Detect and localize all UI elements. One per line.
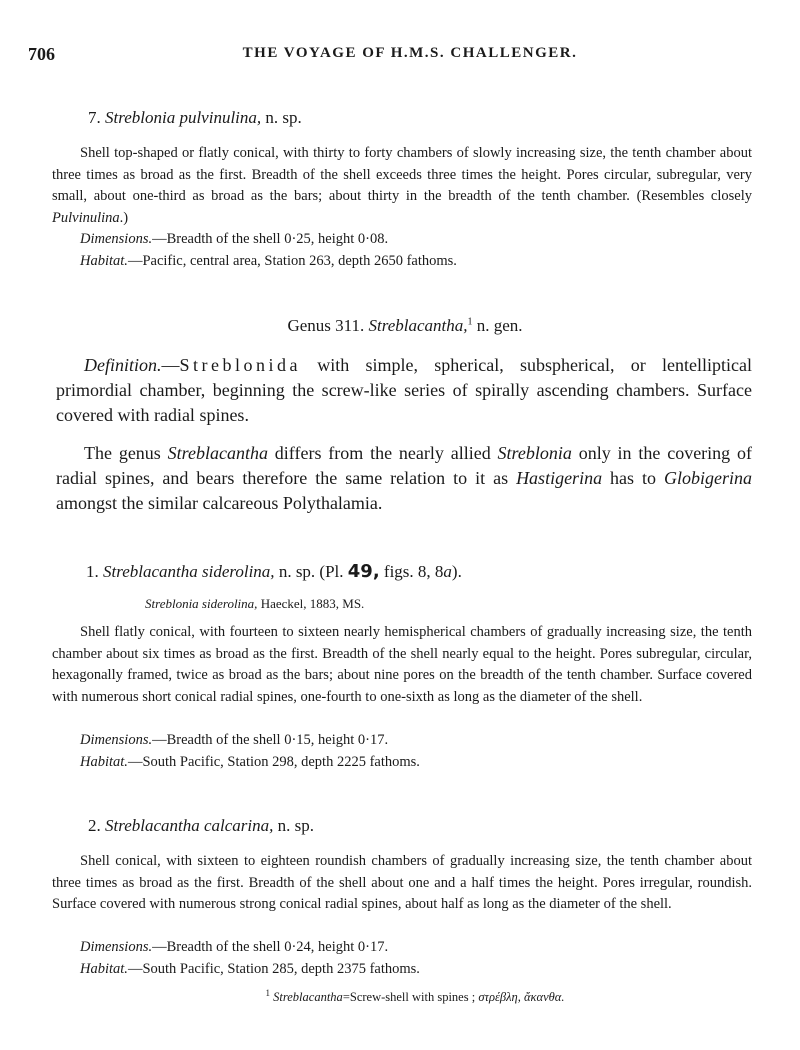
species-name: Streblacantha calcarina,: [105, 816, 274, 835]
dimensions-text: —Breadth of the shell 0·24, height 0·17.: [152, 939, 389, 955]
dimensions-label: Dimensions.: [80, 231, 153, 247]
definition-text: with simple, spherical, subspherical, or lentelliptical primordial chamber, beginning the screw-like series of spirally ascending chambers. Surface covered with radial spines.: [56, 355, 752, 425]
footnote-term: Streblacantha: [273, 990, 343, 1005]
species-7-habitat: [80, 251, 760, 273]
habitat-text: —South Pacific, Station 285, depth 2375 fathoms.: [127, 961, 420, 977]
synonym-text: Haeckel, 1883, MS.: [257, 596, 365, 611]
habitat-text: —South Pacific, Station 298, depth 2225 fathoms.: [127, 754, 420, 770]
species-1-habitat: [80, 752, 760, 774]
species-7-description: [52, 143, 752, 229]
description-text: Shell top-shaped or flatly conical, with thirty to forty chambers of slowly increasing size, the tenth chamber about three times as broad as the first. Breadth of the shell exceeds three times the height. Pores circular, subregular, very small, about one-third as broad as the bars; about thirty in the breadth of the tenth chamber. (Resembles closely: [52, 145, 752, 204]
figure-refs-end: ).: [451, 562, 462, 581]
genus-name: Streblacantha,: [368, 316, 468, 335]
description-text-end: .): [119, 209, 129, 226]
species-suffix: n. sp. (Pl.: [278, 562, 344, 581]
definition-group: Streblonida: [179, 355, 301, 375]
definition-label: Definition.: [84, 355, 162, 375]
remarks-italic: Globigerina: [664, 468, 752, 488]
figure-refs: figs. 8, 8: [383, 562, 444, 581]
habitat-label: Habitat.: [80, 754, 128, 770]
species-7-heading: [88, 108, 302, 128]
genus-definition: Definition.—Streblonida with simple, spherical, subspherical, or lentelliptical primordial chamber, beginning the screw-like series of spirally ascending chambers. Surface covered with radial spines.: [56, 355, 752, 425]
footnote: [0, 988, 800, 1005]
habitat-label: Habitat.: [80, 961, 128, 977]
species-1-heading: [86, 561, 462, 582]
footnote-text: =Screw-shell with spines ;: [342, 990, 479, 1005]
species-suffix: n. sp.: [265, 108, 302, 127]
genus-number: Genus 311.: [287, 316, 365, 335]
page-number: 706: [28, 44, 55, 64]
species-number: 1.: [86, 562, 99, 581]
remarks-text: only in the covering of radial spines, and bears therefore the same relation to it as: [56, 443, 752, 488]
habitat-text: —Pacific, central area, Station 263, depth 2650 fathoms.: [127, 253, 457, 269]
figure-ref-italic: a: [443, 562, 452, 581]
remarks-text: amongst the similar calcareous Polythalamia.: [56, 493, 383, 513]
species-suffix: n. sp.: [277, 816, 315, 835]
genus-heading: [0, 316, 800, 336]
synonym-name: Streblonia siderolina,: [145, 596, 258, 611]
habitat-label: Habitat.: [80, 253, 128, 269]
dimensions-text: —Breadth of the shell 0·15, height 0·17.: [152, 732, 389, 748]
dimensions-label: Dimensions.: [80, 732, 153, 748]
genus-remarks: [56, 441, 752, 516]
remarks-italic: Hastigerina: [516, 468, 603, 488]
genus-suffix: n. gen.: [476, 316, 523, 335]
remarks-text: has to: [602, 468, 664, 488]
dimensions-text: —Breadth of the shell 0·25, height 0·08.: [152, 231, 389, 247]
species-name: Streblonia pulvinulina,: [105, 108, 262, 127]
remarks-text: differs from the nearly allied: [267, 443, 498, 463]
remarks-text: The genus: [84, 443, 168, 463]
species-1-dimensions: [80, 730, 760, 752]
species-number: 2.: [88, 816, 101, 835]
running-header: THE VOYAGE OF H.M.S. CHALLENGER.: [242, 45, 578, 61]
species-7-dimensions: [80, 229, 760, 251]
remarks-italic: Streblacantha: [167, 443, 268, 463]
dimensions-label: Dimensions.: [80, 939, 153, 955]
species-1-synonym: [145, 596, 364, 612]
species-2-heading: [88, 816, 314, 836]
species-2-dimensions: [80, 937, 760, 959]
remarks-italic: Streblonia: [497, 443, 572, 463]
footnote-greek: στρέβλη, ἄκανθα.: [478, 990, 565, 1005]
description-italic: Pulvinulina: [52, 209, 120, 226]
footnote-mark: 1: [265, 988, 271, 998]
species-1-description: Shell flatly conical, with fourteen to sixteen nearly hemispherical chambers of gradually increasing size, the tenth chamber about six times as broad as the first. Breadth of the shell nearly equal to the height. Pores subregular, circular, hexagonally framed, twice as broad as the bars; about nine pores on the breadth of the tenth chamber. Surface covered with numerous short conical radial spines, one-fourth to one-sixth as long as the diameter of the shell.: [52, 624, 752, 705]
species-2-habitat: [80, 959, 760, 981]
species-number: 7.: [88, 108, 101, 127]
plate-number: 49,: [347, 561, 380, 582]
species-name: Streblacantha siderolina,: [103, 562, 275, 581]
species-2-description: Shell conical, with sixteen to eighteen roundish chambers of gradually increasing size, the tenth chamber about three times as broad as the first. Breadth of the shell about one and a half times the height. Pores irregular, roundish. Surface covered with numerous strong conical radial spines, about half as long as the diameter of the shell.: [52, 853, 752, 912]
footnote-ref: 1: [467, 316, 473, 328]
